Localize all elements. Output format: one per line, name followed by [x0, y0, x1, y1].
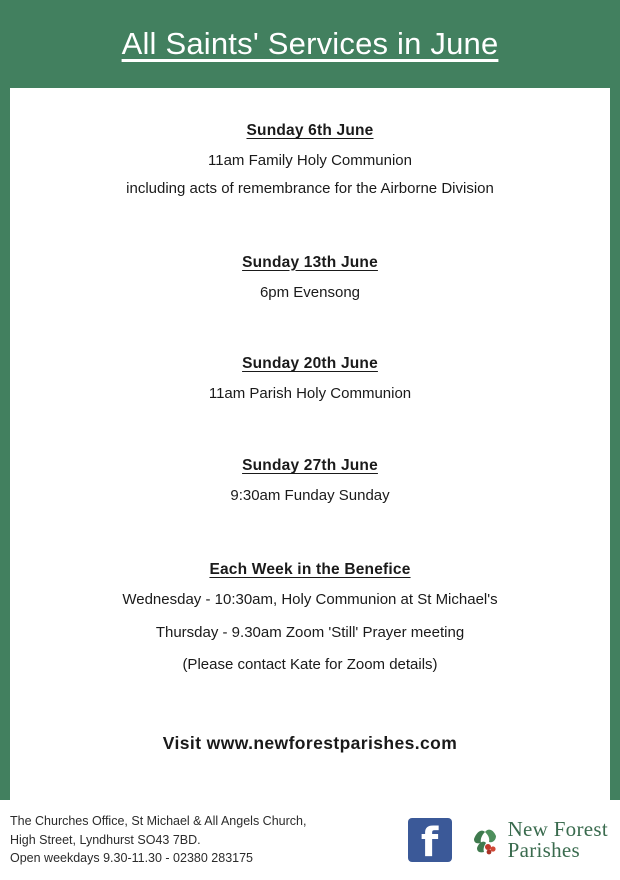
service-block-1: [10, 122, 610, 200]
benefice-block: [10, 561, 610, 676]
address-line-1: The Churches Office, St Michael & All Angels Church,: [10, 813, 307, 828]
facebook-icon[interactable]: [408, 818, 452, 866]
service-heading: Sunday 6th June: [246, 122, 374, 139]
spacer: [10, 206, 610, 254]
service-line: 9:30am Funday Sunday: [230, 487, 390, 504]
address-line-3: Open weekdays 9.30-11.30 - 02380 283175: [10, 851, 254, 866]
benefice-line: Wednesday - 10:30am, Holy Communion at St Michael's: [122, 590, 498, 608]
benefice-heading: Each Week in the Benefice: [209, 560, 411, 578]
services-card: [10, 88, 610, 800]
poster-header: [0, 0, 620, 88]
holly-leaf-icon: [468, 823, 502, 857]
website-link[interactable]: Visit www.newforestparishes.com: [162, 733, 458, 753]
office-address: [10, 812, 408, 868]
service-line: 11am Family Holy Communion: [208, 152, 412, 169]
benefice-line: Thursday - 9.30am Zoom 'Still' Prayer meeting: [155, 623, 465, 641]
footer-logos: [408, 816, 608, 866]
service-line: 11am Parish Holy Communion: [208, 385, 412, 403]
service-heading: Sunday 27th June: [242, 457, 378, 474]
spacer: [10, 687, 610, 727]
poster-footer: [0, 800, 620, 880]
logo-text: [507, 816, 608, 862]
spacer: [10, 309, 610, 355]
service-heading: Sunday 20th June: [242, 355, 378, 373]
facebook-icon-glyph: f: [420, 820, 439, 866]
logo-line-2: Parishes: [507, 838, 580, 862]
logo-line-1: New Forest: [507, 816, 608, 841]
spacer: [10, 411, 610, 457]
service-block-3: [10, 355, 610, 405]
service-line: 6pm Evensong: [259, 283, 361, 301]
benefice-line: (Please contact Kate for Zoom details): [182, 656, 438, 674]
service-block-4: [10, 457, 610, 507]
address-line-2: High Street, Lyndhurst SO43 7BD.: [10, 832, 201, 847]
new-forest-parishes-logo: [468, 816, 608, 862]
service-block-2: [10, 254, 610, 304]
page-title: All Saints' Services in June: [121, 26, 499, 61]
service-line: including acts of remembrance for the Airborne Division: [126, 179, 494, 197]
spacer: [10, 513, 610, 561]
service-heading: Sunday 13th June: [242, 253, 378, 271]
